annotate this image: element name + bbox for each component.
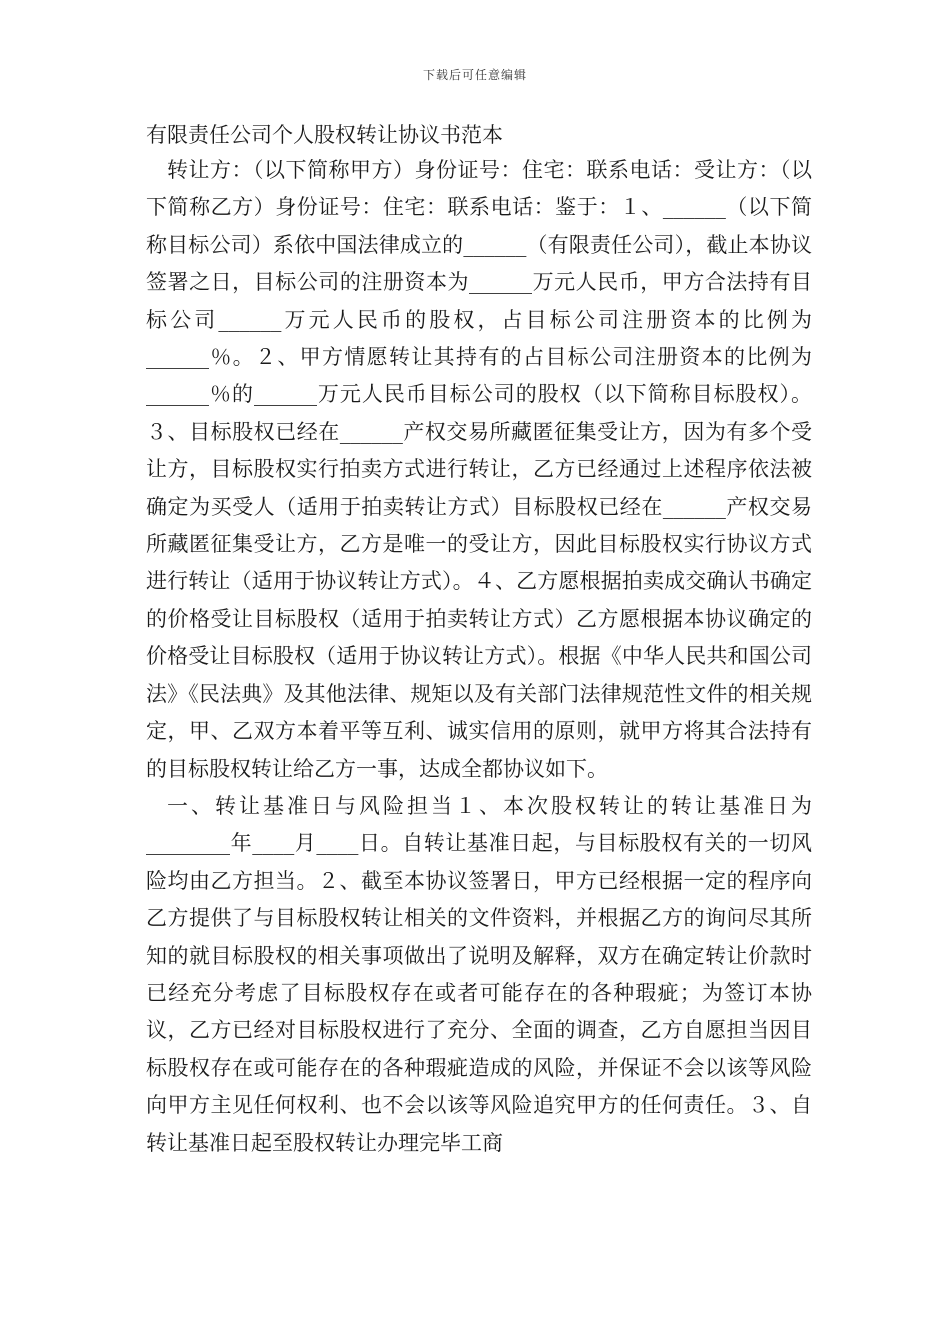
- paragraph-preamble: 转让方：（以下简称甲方）身份证号：住宅：联系电话：受让方：（以下简称乙方）身份证号：住宅：联系电话：鉴于：１、______（以下简称目标公司）系依中国法律成立的______（有限责任公司），截止本协议签署之日，目标公司的注册资本为______万元人民币，甲方合法持有目标公司______万元人民币的股权，占目标公司注册资本的比例为______％。２、甲方情愿转让其持有的占目标公司注册资本的比例为______％的______万元人民币目标公司的股权（以下简称目标股权）。３、目标股权已经在______产权交易所藏匿征集受让方，因为有多个受让方，目标股权实行拍卖方式进行转让，乙方已经通过上述程序依法被确定为买受人（适用于拍卖转让方式）目标股权已经在______产权交易所藏匿征集受让方，乙方是唯一的受让方，因此目标股权实行协议方式进行转让（适用于协议转让方式）。４、乙方愿根据拍卖成交确认书确定的价格受让目标股权（适用于拍卖转让方式）乙方愿根据本协议确定的价格受让目标股权（适用于协议转让方式）。根据《中华人民共和国公司法》《民法典》及其他法律、规矩以及有关部门法律规范性文件的相关规定，甲、乙双方本着平等互利、诚实信用的原则，就甲方将其合法持有的目标股权转让给乙方一事，达成全都协议如下。: [146, 158, 812, 781]
- document-body: [146, 152, 812, 1162]
- paragraph-section-one: 一、转让基准日与风险担当１、本次股权转让的转让基准日为________年____月____日。自转让基准日起，与目标股权有关的一切风险均由乙方担当。２、截至本协议签署日，甲方已经根据一定的程序向乙方提供了与目标股权转让相关的文件资料，并根据乙方的询问尽其所知的就目标股权的相关事项做出了说明及解释，双方在确定转让价款时已经充分考虑了目标股权存在或者可能存在的各种瑕疵；为签订本协议，乙方已经对目标股权进行了充分、全面的调查，乙方自愿担当因目标股权存在或可能存在的各种瑕疵造成的风险，并保证不会以该等风险向甲方主见任何权利、也不会以该等风险追究甲方的任何责任。３、自转让基准日起至股权转让办理完毕工商: [146, 793, 812, 1155]
- document-title: 有限责任公司个人股权转让协议书范本: [146, 123, 503, 147]
- header-note: 下载后可任意编辑: [422, 68, 527, 82]
